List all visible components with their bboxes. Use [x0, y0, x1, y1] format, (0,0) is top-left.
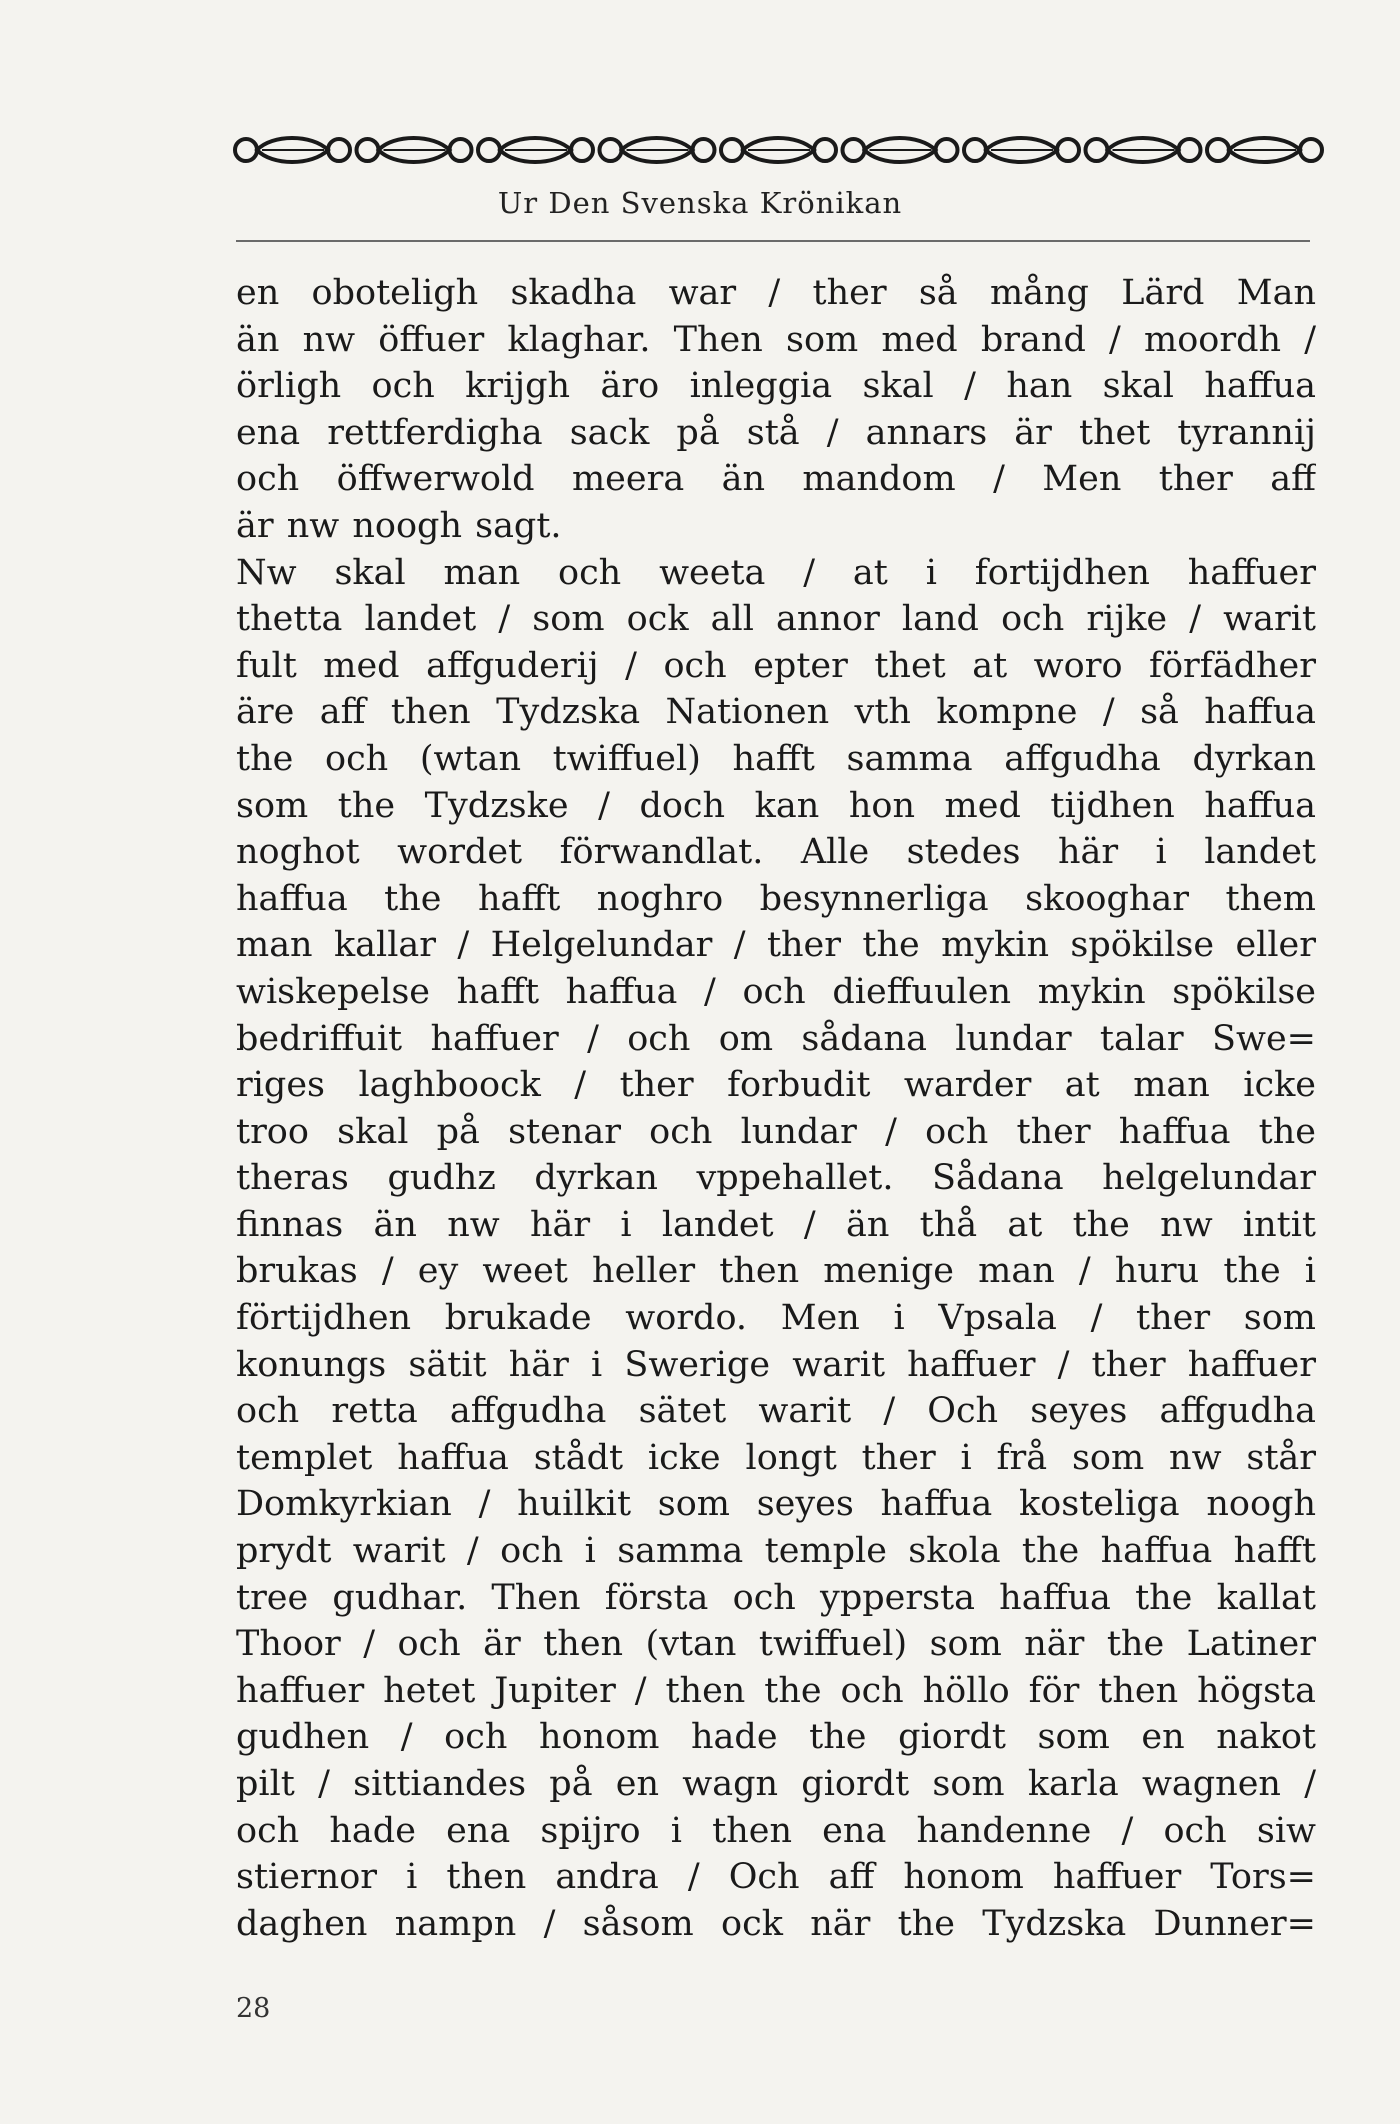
text-line: templet haffua stådt icke longt ther i frå som nw står	[236, 1437, 1316, 1478]
header-rule	[236, 240, 1310, 242]
ornament-link	[235, 138, 350, 162]
text-line: örligh och krijgh äro inleggia skal / han skal haffua	[236, 366, 1316, 407]
text-line: daghen nampn / såsom ock när the Tydzska Dunner=	[236, 1903, 1316, 1944]
text-line: theras gudhz dyrkan vppehallet. Sådana helgelundar	[236, 1158, 1316, 1199]
text-line: konungs sätit här i Swerige warit haffuer / ther haffuer	[236, 1344, 1316, 1385]
text-line: är nw noogh sagt.	[236, 505, 562, 546]
text-line: och hade ena spijro i then ena handenne / och siw	[236, 1810, 1316, 1851]
ornament-link	[964, 138, 1079, 162]
text-line: riges laghboock / ther forbudit warder at man icke	[236, 1065, 1316, 1106]
text-line: man kallar / Helgelundar / ther the mykin spökilse eller	[236, 925, 1316, 966]
text-line: Domkyrkian / huilkit som seyes haffua kosteliga noogh	[236, 1484, 1316, 1525]
ornament-link	[357, 138, 472, 162]
ornament-link	[1207, 138, 1322, 162]
text-line: Thoor / och är then (vtan twiffuel) som när the Latiner	[236, 1624, 1316, 1665]
text-line: pilt / sittiandes på en wagn giordt som karla wagnen /	[236, 1764, 1316, 1804]
text-line: wiskepelse hafft haffua / och dieffuulen mykin spökilse	[236, 971, 1316, 1012]
text-line: än nw öffuer klaghar. Then som med brand / moordh /	[236, 319, 1316, 360]
text-line: tree gudhar. Then första och yppersta haffua the kallat	[236, 1577, 1316, 1618]
body-text	[236, 270, 1316, 1947]
text-line: och öffwerwold meera än mandom / Men ther aff	[236, 459, 1316, 500]
text-line: thetta landet / som ock all annor land och rijke / warit	[236, 599, 1316, 640]
text-line: haffua the hafft noghro besynnerliga skooghar them	[236, 878, 1316, 919]
text-line: fult med affguderij / och epter thet at woro förfädher	[236, 645, 1316, 686]
text-line: finnas än nw här i landet / än thå at the nw intit	[236, 1204, 1316, 1245]
text-line: förtijdhen brukade wordo. Men i Vpsala / ther som	[236, 1298, 1316, 1339]
text-line: stiernor i then andra / Och aff honom haffuer Tors=	[236, 1857, 1316, 1898]
text-line: bedriffuit haffuer / och om sådana lundar talar Swe=	[236, 1018, 1316, 1059]
ornament-link	[478, 138, 593, 162]
text-line: och retta affgudha sätet warit / Och seyes affgudha	[236, 1391, 1316, 1432]
text-line: som the Tydzske / doch kan hon med tijdhen haffua	[236, 785, 1316, 826]
ornament-link	[721, 138, 836, 162]
text-line: brukas / ey weet heller then menige man / huru the i	[236, 1251, 1316, 1292]
text-line: en oboteligh skadha war / ther så mång Lärd Man	[236, 273, 1316, 313]
text-line: noghot wordet förwandlat. Alle stedes här i landet	[236, 832, 1316, 873]
text-line: prydt warit / och i samma temple skola the haffua hafft	[236, 1531, 1316, 1572]
running-head: Ur Den Svenska Krönikan	[497, 186, 903, 220]
text-line: the och (wtan twiffuel) hafft samma affgudha dyrkan	[236, 738, 1316, 779]
ornament-link	[1086, 138, 1201, 162]
page-number: 28	[236, 1993, 271, 2024]
text-line: Nw skal man och weeta / at i fortijdhen haffuer	[236, 552, 1316, 593]
text-line: äre aff then Tydzska Nationen vth kompne / så haffua	[236, 692, 1316, 733]
text-line: troo skal på stenar och lundar / och ther haffua the	[236, 1111, 1316, 1152]
decorative-header-ornament	[232, 128, 1326, 172]
ornament-link	[843, 138, 958, 162]
ornament-link	[600, 138, 715, 162]
text-line: haffuer hetet Jupiter / then the och höllo för then högsta	[236, 1670, 1316, 1711]
text-line: gudhen / och honom hade the giordt som en nakot	[236, 1717, 1316, 1758]
text-line: ena rettferdigha sack på stå / annars är thet tyrannij	[236, 412, 1316, 453]
